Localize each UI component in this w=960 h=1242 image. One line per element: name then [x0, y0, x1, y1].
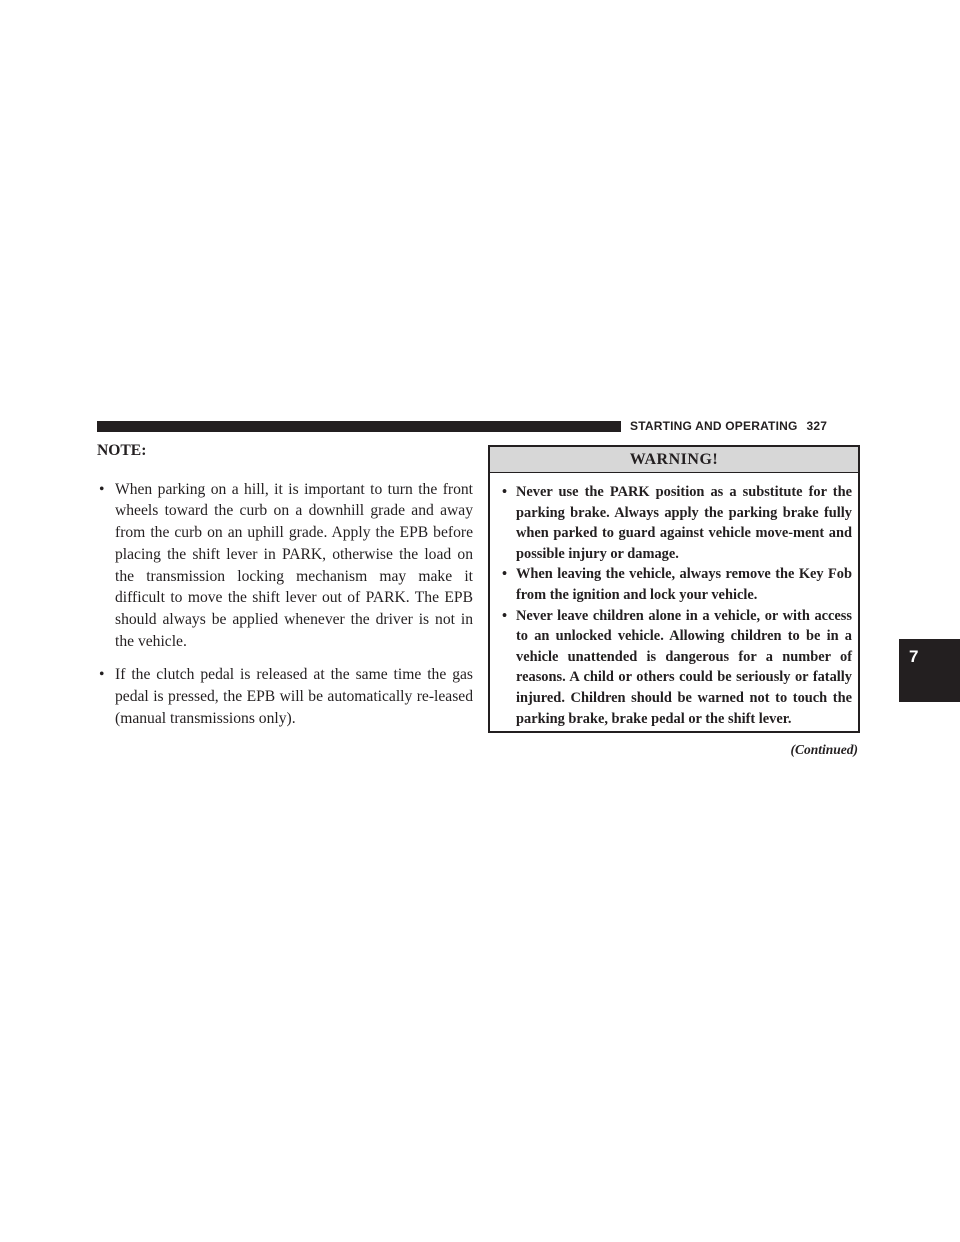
warning-bullet-list: [490, 473, 858, 729]
warning-box: [488, 445, 860, 733]
warning-bullet-2: [502, 564, 852, 605]
chapter-number: 7: [909, 647, 919, 666]
note-bullet-1: [97, 479, 473, 653]
warning-bullet-3: [502, 606, 852, 730]
note-bullet-2: [97, 664, 473, 729]
bullet-icon: •: [99, 480, 105, 498]
running-header: [630, 419, 827, 434]
bullet-icon: •: [502, 484, 508, 500]
note-bullet-text: If the clutch pedal is released at the same time the gas pedal is pressed, the EPB will be automatically re-leased (manual transmissions only).: [115, 666, 473, 727]
bullet-icon: •: [502, 607, 508, 624]
section-title: STARTING AND OPERATING: [630, 419, 798, 433]
warning-bullet-text: Never use the PARK position as a substitute for the parking brake. Always apply the parking brake fully when parked to guard against vehicle move-ment and possible injury or damage.: [516, 484, 852, 562]
header-rule: [97, 421, 621, 432]
warning-bullet-text: Never leave children alone in a vehicle, or with access to an unlocked vehicle. Allowing children to be in a vehicle unattended is dangerous for a number of reasons. A child or others could be seriously or fatally injured. Children should be warned not to touch the parking brake, brake pedal or the shift lever.: [516, 607, 852, 727]
note-bullet-text: When parking on a hill, it is important to turn the front wheels toward the curb on a downhill grade and away from the curb on an uphill grade. Apply the EPB before placing the shift lever in PARK, otherwise the load on the transmission locking mechanism may make it difficult to move the shift lever out of PARK. The EPB should always be applied whenever the driver is not in the vehicle.: [115, 480, 473, 650]
warning-bullet-text: When leaving the vehicle, always remove the Key Fob from the ignition and lock your vehicle.: [516, 566, 852, 603]
warning-bullet-1: [502, 482, 852, 564]
warning-title: WARNING!: [490, 447, 858, 473]
bullet-icon: •: [502, 566, 508, 583]
note-label: NOTE:: [97, 442, 147, 459]
bullet-icon: •: [99, 666, 105, 684]
note-column: [97, 440, 473, 741]
page-number: 327: [806, 419, 828, 433]
continued-label: (Continued): [790, 742, 858, 757]
note-bullet-list: [97, 479, 473, 730]
chapter-tab: [899, 639, 960, 702]
